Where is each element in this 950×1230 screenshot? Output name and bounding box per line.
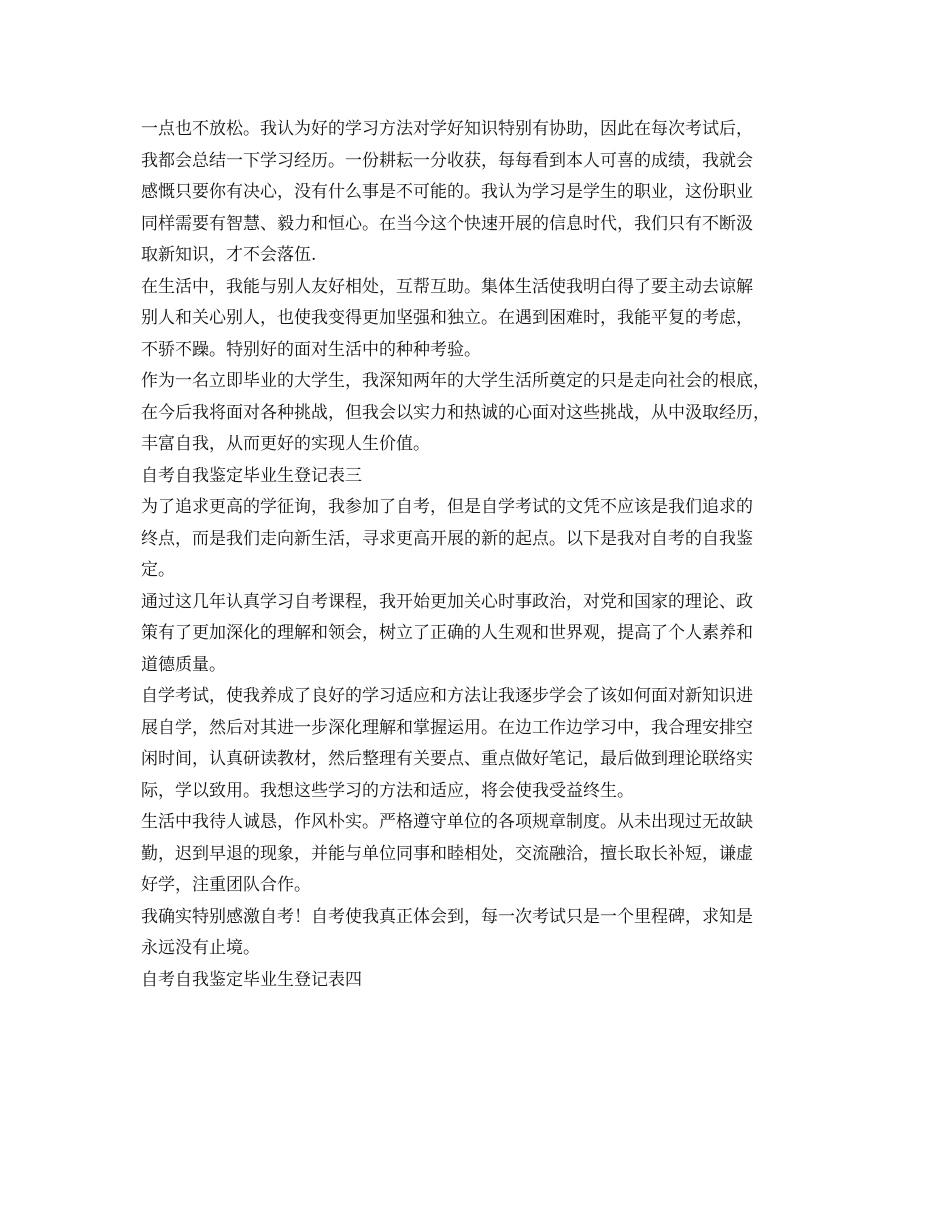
text-line: 丰富自我，从而更好的实现人生价值。 [141,434,430,454]
text-line: 别人和关心别人，也使我变得更加坚强和独立。在遇到困难时，我能平复的考虑， [141,308,753,328]
section-heading: 自考自我鉴定毕业生登记表四 [141,969,362,990]
text-line: 终点，而是我们走向新生活，寻求更高开展的新的起点。以下是我对自考的自我鉴 [141,528,753,549]
text-line: 作为一名立即毕业的大学生，我深知两年的大学生活所奠定的只是走向社会的根底， [141,371,770,391]
text-line: 自学考试，使我养成了良好的学习适应和方法让我逐步学会了该如何面对新知识进 [141,686,753,706]
text-line: 定。 [141,560,175,580]
text-line: 策有了更加深化的理解和领会，树立了正确的人生观和世界观，提高了个人素养和 [141,623,753,643]
text-line: 道德质量。 [141,654,226,675]
text-line: 勤，迟到早退的现象，并能与单位同事和睦相处，交流融洽，擅长取长补短，谦虚 [141,843,753,864]
text-line: 在生活中，我能与别人友好相处，互帮互助。集体生活使我明白得了要主动去谅解 [141,276,753,297]
text-line: 好学，注重团队合作。 [141,875,311,895]
text-line: 感慨只要你有决心，没有什么事是不可能的。我认为学习是学生的职业，这份职业 [141,182,753,202]
text-line: 我都会总结一下学习经历。一份耕耘一分收获，每每看到本人可喜的成绩，我就会 [141,150,753,171]
section-heading: 自考自我鉴定毕业生登记表三 [141,465,362,486]
text-line: 为了追求更高的学征询，我参加了自考，但是自学考试的文凭不应该是我们追求的 [141,497,753,517]
text-line: 永远没有止境。 [141,938,260,958]
text-line: 我确实特别感激自考！自考使我真正体会到，每一次考试只是一个里程碑，求知是 [141,906,753,927]
text-line: 生活中我待人诚恳，作风朴实。严格遵守单位的各项规章制度。从未出现过无故缺 [141,812,753,832]
text-line: 一点也不放松。我认为好的学习方法对学好知识特别有协助，因此在每次考试后， [141,119,753,139]
text-line: 闲时间，认真研读教材，然后整理有关要点、重点做好笔记，最后做到理论联络实 [141,749,753,769]
text-line: 同样需要有智慧、毅力和恒心。在当今这个快速开展的信息时代，我们只有不断汲 [141,213,753,234]
text-line: 不骄不躁。特别好的面对生活中的种种考验。 [141,339,481,360]
text-line: 展自学，然后对其进一步深化理解和掌握运用。在边工作边学习中，我合理安排空 [141,717,753,738]
text-line: 在今后我将面对各种挑战，但我会以实力和热诚的心面对这些挑战，从中汲取经历， [141,402,770,423]
text-line: 取新知识，才不会落伍. [141,245,317,265]
text-line: 际，学以致用。我想这些学习的方法和适应，将会使我受益终生。 [141,780,634,801]
text-line: 通过这几年认真学习自考课程，我开始更加关心时事政治，对党和国家的理论、政 [141,591,753,612]
document-body [141,114,831,996]
